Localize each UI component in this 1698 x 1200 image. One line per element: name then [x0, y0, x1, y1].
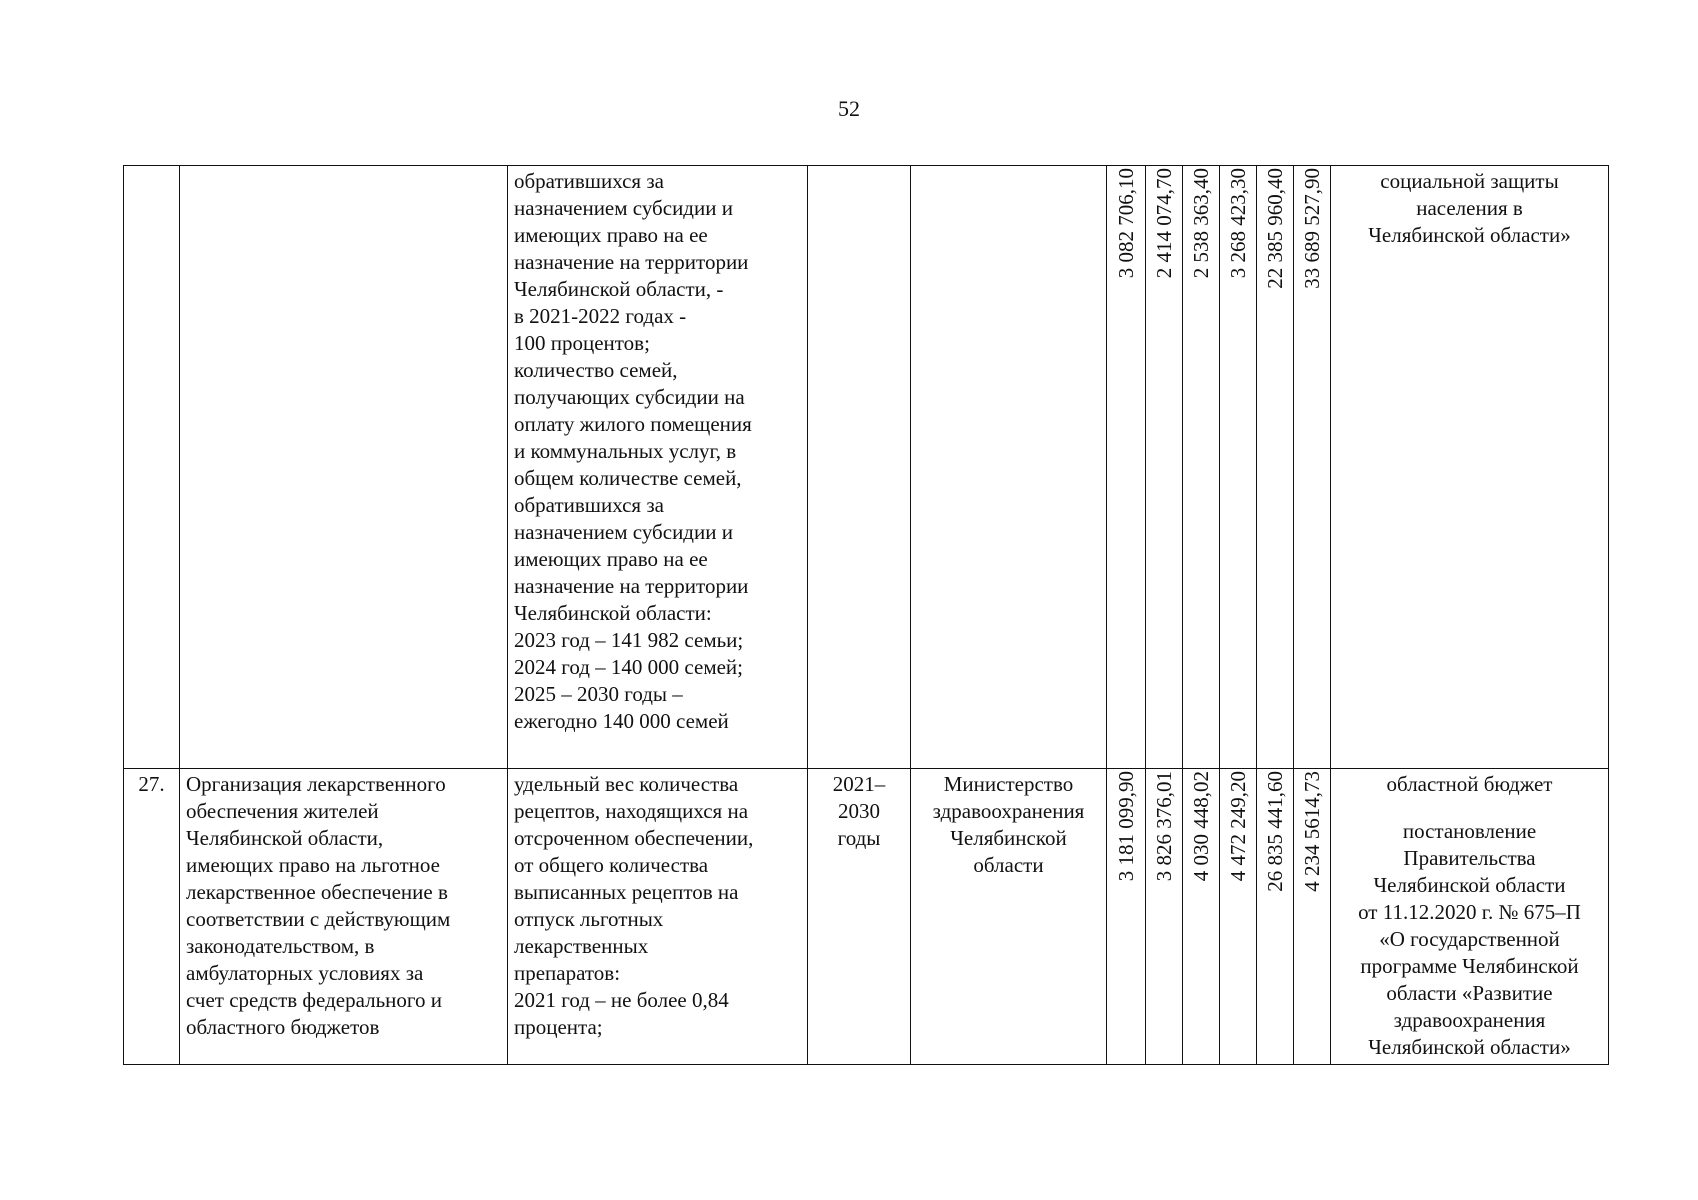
text-line: получающих субсидии на [514, 385, 745, 409]
indicator-text [508, 769, 808, 1065]
text-line: лекарственное обеспечение в [186, 880, 448, 904]
page-number: 52 [838, 96, 860, 121]
text-line: рецептов, находящихся на [514, 799, 749, 823]
text-line: количество семей, [514, 358, 678, 382]
text-line: выписанных рецептов на [514, 880, 739, 904]
source-cell [1331, 166, 1609, 769]
amount-cell [1107, 166, 1146, 769]
text-line: процента; [514, 1015, 603, 1039]
text-line: отсроченном обеспечении, [514, 826, 754, 850]
text-line: Организация лекарственного [186, 772, 446, 796]
period-cell [808, 166, 911, 769]
amount-cell [1257, 769, 1294, 1065]
amount-cell [1146, 769, 1183, 1065]
text-line: Правительства [1403, 846, 1536, 870]
amount-value: 4 472 249,20 [1226, 771, 1250, 882]
text-line: Челябинской [950, 826, 1067, 850]
text-line: обратившихся за [514, 493, 664, 517]
source-head: областной бюджет [1386, 772, 1553, 796]
amount-value: 4 234 5614,73 [1300, 771, 1324, 892]
text-line: 2023 год – 141 982 семьи; [514, 628, 744, 652]
amount-value: 3 082 706,10 [1114, 168, 1138, 279]
executor-cell [911, 166, 1107, 769]
indicator-text [508, 166, 808, 769]
text-line: и коммунальных услуг, в [514, 439, 737, 463]
amount-value: 4 030 448,02 [1189, 771, 1213, 882]
text-line: программе Челябинской [1360, 954, 1579, 978]
amount-cell [1107, 769, 1146, 1065]
executor-cell [911, 769, 1107, 1065]
amount-cell [1183, 166, 1220, 769]
text-line: областного бюджетов [186, 1015, 380, 1039]
amount-cell [1294, 769, 1331, 1065]
text-line: постановление [1402, 819, 1537, 843]
amount-cell [1220, 166, 1257, 769]
text-line: обеспечения жителей [186, 799, 379, 823]
text-line: имеющих право на льготное [186, 853, 440, 877]
text-line: «О государственной [1379, 927, 1560, 951]
text-line: здравоохранения [932, 799, 1085, 823]
text-line: Челябинской области [1373, 873, 1566, 897]
amount-cell [1220, 769, 1257, 1065]
text-line: 2021– [832, 772, 886, 796]
text-line: оплату жилого помещения [514, 412, 752, 436]
text-line: назначением субсидии и [514, 520, 733, 544]
period-cell [808, 769, 911, 1065]
measure-name [180, 166, 508, 769]
text-line: 2025 – 2030 годы – [514, 682, 683, 706]
row-number: 27. [124, 769, 180, 1065]
amount-value: 26 835 441,60 [1263, 771, 1287, 892]
text-line: области «Развитие [1386, 981, 1553, 1005]
text-line: годы [837, 826, 881, 850]
amount-cell [1294, 166, 1331, 769]
text-line: в 2021-2022 годах - [514, 304, 687, 328]
text-line: 2021 год – не более 0,84 [514, 988, 729, 1012]
source-cell [1331, 769, 1609, 1065]
amount-cell [1183, 769, 1220, 1065]
text-line: препаратов: [514, 961, 621, 985]
text-line: обратившихся за [514, 169, 664, 193]
row-number [124, 166, 180, 769]
text-line: Челябинской области» [1368, 223, 1571, 247]
program-table [123, 165, 1609, 1065]
text-line: ежегодно 140 000 семей [514, 709, 729, 733]
text-line: Челябинской области: [514, 601, 712, 625]
text-line: удельный вес количества [514, 772, 739, 796]
text-line: имеющих право на ее [514, 223, 708, 247]
text-line: социальной защиты [1380, 169, 1559, 193]
text-line: соответствии с действующим [186, 907, 451, 931]
text-line: Челябинской области» [1368, 1035, 1571, 1059]
text-line: счет средств федерального и [186, 988, 442, 1012]
text-line: 100 процентов; [514, 331, 650, 355]
text-line: от 11.12.2020 г. № 675–П [1358, 900, 1581, 924]
amount-value: 22 385 960,40 [1263, 168, 1287, 289]
amount-value: 2 538 363,40 [1189, 168, 1213, 279]
amount-value: 3 268 423,30 [1226, 168, 1250, 279]
text-line: от общего количества [514, 853, 709, 877]
text-line: отпуск льготных [514, 907, 664, 931]
amount-value: 2 414 074,70 [1152, 168, 1176, 279]
text-line: 2030 [838, 799, 880, 823]
text-line: имеющих право на ее [514, 547, 708, 571]
text-line: области [973, 853, 1044, 877]
amount-cell [1257, 166, 1294, 769]
text-line: лекарственных [514, 934, 649, 958]
amount-value: 33 689 527,90 [1300, 168, 1324, 289]
table-row [124, 769, 1609, 1065]
measure-name [180, 769, 508, 1065]
text-line: амбулаторных условиях за [186, 961, 424, 985]
text-line: назначение на территории [514, 574, 749, 598]
amount-value: 3 826 376,01 [1152, 771, 1176, 882]
text-line: Министерство [943, 772, 1074, 796]
table-row [124, 166, 1609, 769]
text-line: общем количестве семей, [514, 466, 742, 490]
text-line: законодательством, в [186, 934, 375, 958]
amount-cell [1146, 166, 1183, 769]
text-line: назначением субсидии и [514, 196, 733, 220]
text-line: Челябинской области, [186, 826, 384, 850]
text-line: 2024 год – 140 000 семей; [514, 655, 744, 679]
text-line: Челябинской области, - [514, 277, 724, 301]
text-line: населения в [1416, 196, 1523, 220]
text-line: назначение на территории [514, 250, 749, 274]
amount-value: 3 181 099,90 [1114, 771, 1138, 882]
text-line: здравоохранения [1393, 1008, 1546, 1032]
